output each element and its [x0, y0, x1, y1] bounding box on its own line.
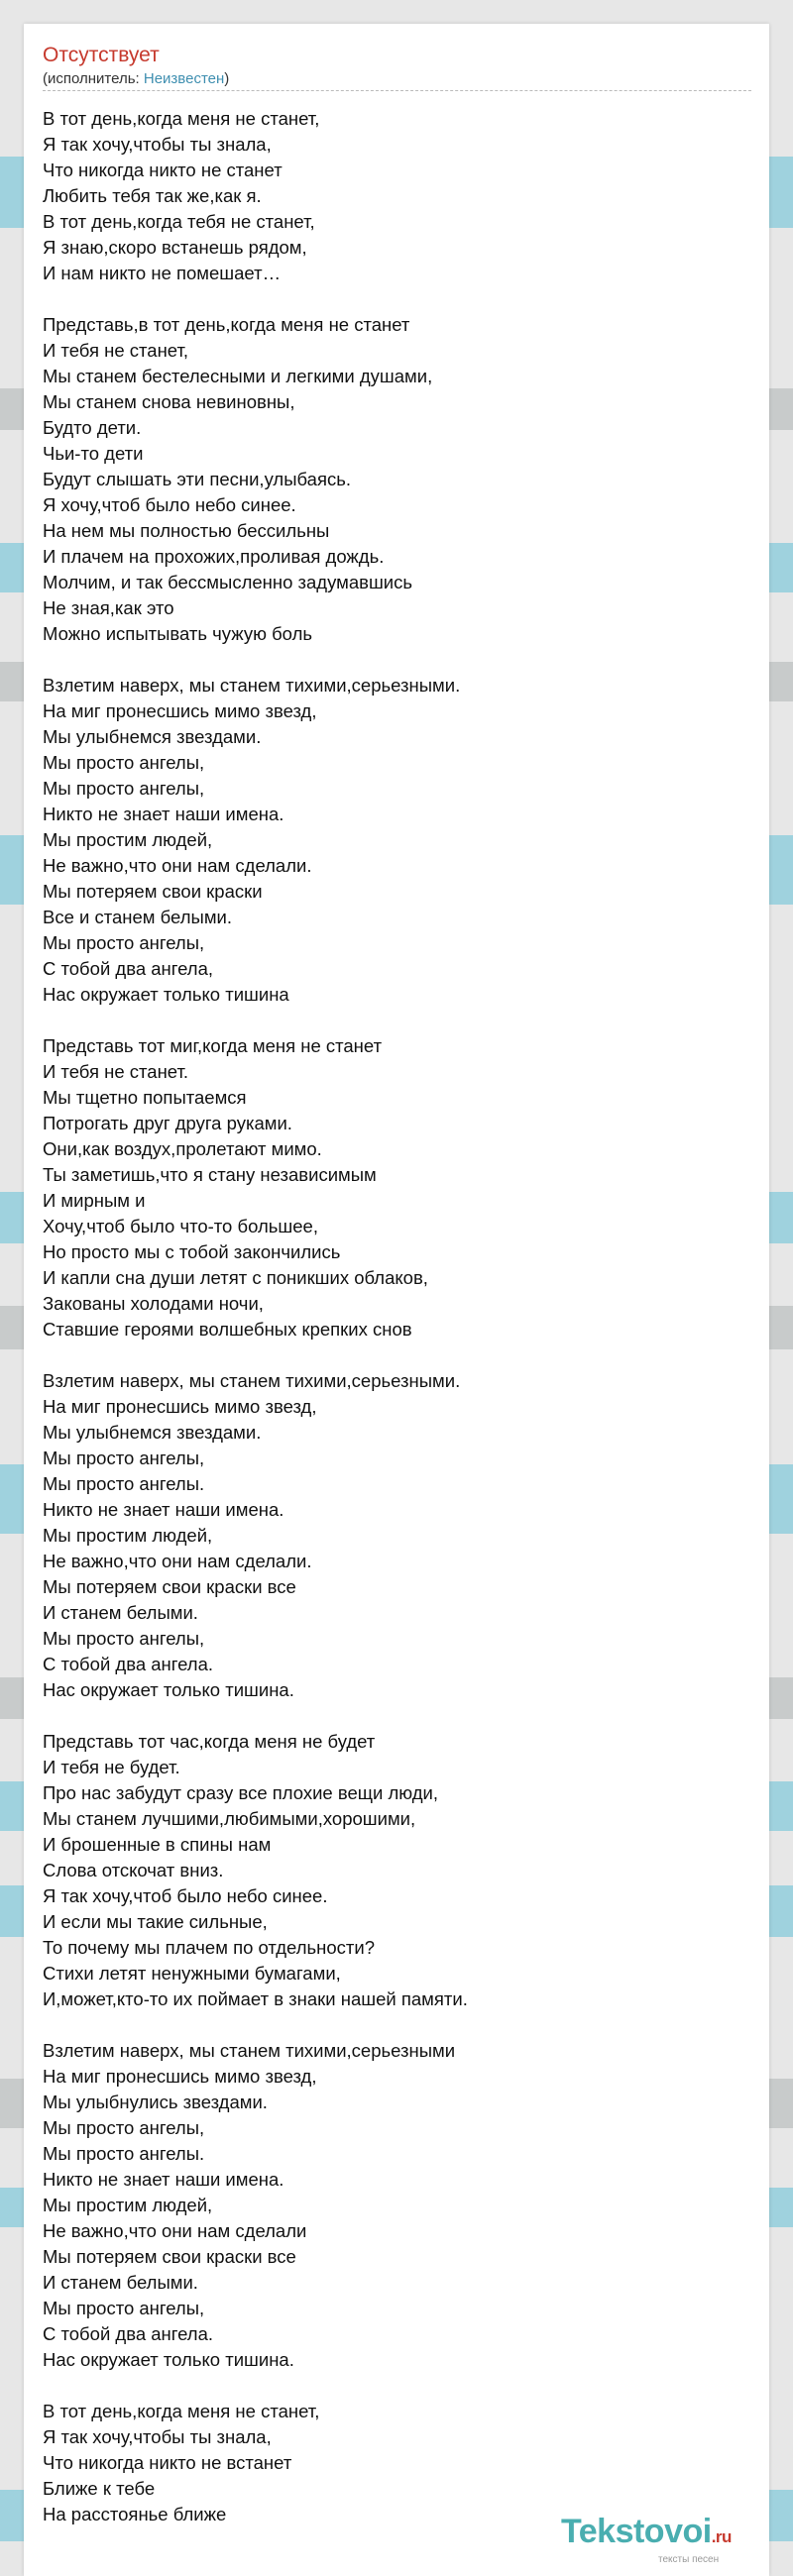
lyric-line: Что никогда никто не встанет — [43, 2452, 292, 2473]
lyric-line: Представь тот час,когда меня не будет — [43, 1731, 376, 1752]
lyric-line: И плачем на прохожих,проливая дождь. — [43, 546, 385, 567]
lyric-line: Молчим, и так бессмысленно задумавшись — [43, 572, 413, 592]
artist-prefix: (исполнитель: — [43, 70, 144, 87]
lyric-line: Не зная,как это — [43, 597, 174, 618]
lyric-line: На миг пронесшись мимо звезд, — [43, 2066, 317, 2087]
lyric-line: Мы просто ангелы, — [43, 932, 205, 953]
lyrics-text — [43, 106, 751, 2553]
lyric-line: Ставшие героями волшебных крепких снов — [43, 1319, 412, 1340]
lyric-line: Мы просто ангелы. — [43, 2143, 205, 2164]
lyric-line: Ты заметишь,что я стану независимым — [43, 1164, 377, 1185]
lyric-line: На миг пронесшись мимо звезд, — [43, 1396, 317, 1417]
lyric-line: Мы улыбнемся звездами. — [43, 726, 262, 747]
lyric-line: Мы станем лучшими,любимыми,хорошими, — [43, 1808, 416, 1829]
lyric-line: И тебя не будет. — [43, 1757, 180, 1777]
lyric-line: Мы потеряем свои краски все — [43, 1576, 296, 1597]
lyric-line: Будут слышать эти песни,улыбаясь. — [43, 469, 352, 489]
lyric-line: Мы просто ангелы. — [43, 1473, 205, 1494]
lyric-line: Будто дети. — [43, 417, 142, 438]
lyric-line: С тобой два ангела, — [43, 958, 214, 979]
lyric-line: Мы просто ангелы, — [43, 1448, 205, 1468]
stanza — [43, 2038, 751, 2373]
logo-tld: .ru — [711, 2527, 732, 2546]
lyric-line: Мы станем снова невиновны, — [43, 391, 295, 412]
lyric-line: Мы потеряем свои краски — [43, 881, 263, 902]
lyric-line: И станем белыми. — [43, 2272, 198, 2293]
lyric-line: Мы улыбнулись звездами. — [43, 2092, 268, 2112]
lyric-line: С тобой два ангела. — [43, 1654, 214, 1674]
lyric-line: Я так хочу,чтоб было небо синее. — [43, 1885, 328, 1906]
artist-link[interactable]: Неизвестен — [143, 70, 225, 87]
lyric-line: Хочу,чтоб было что-то большее, — [43, 1216, 318, 1236]
lyric-line: И тебя не станет, — [43, 340, 189, 361]
logo-tagline: тексты песен — [658, 2554, 720, 2565]
lyric-line: Представь,в тот день,когда меня не станет — [43, 314, 410, 335]
lyric-line: На нем мы полностью бессильны — [43, 520, 330, 541]
lyric-line: Нас окружает только тишина. — [43, 1679, 294, 1700]
lyric-line: То почему мы плачем по отдельности? — [43, 1937, 376, 1958]
lyric-line: Мы просто ангелы, — [43, 1628, 205, 1649]
lyric-line: Никто не знает наши имена. — [43, 804, 284, 824]
lyric-line: Не важно,что они нам сделали. — [43, 1551, 312, 1571]
lyric-line: В тот день,когда тебя не станет, — [43, 211, 315, 232]
lyric-line: И мирным и — [43, 1190, 146, 1211]
lyric-line: Мы потеряем свои краски все — [43, 2246, 296, 2267]
song-title: Отсутствует — [43, 44, 160, 66]
stanza — [43, 1033, 751, 1342]
lyric-line: Можно испытывать чужую боль — [43, 623, 312, 644]
lyric-line: Мы простим людей, — [43, 2195, 213, 2215]
lyric-line: И если мы такие сильные, — [43, 1911, 268, 1932]
lyric-line: Нас окружает только тишина. — [43, 2349, 294, 2370]
lyric-line: Взлетим наверх, мы станем тихими,серьезными — [43, 2040, 456, 2061]
logo-wordmark — [561, 2513, 732, 2551]
lyric-line: И нам никто не помешает… — [43, 263, 282, 283]
lyric-line: И брошенные в спины нам — [43, 1834, 272, 1855]
stanza — [43, 1729, 751, 2012]
lyric-line: Мы станем бестелесными и легкими душами, — [43, 366, 433, 386]
stanza — [43, 1368, 751, 1703]
lyric-line: Но просто мы с тобой закончились — [43, 1241, 341, 1262]
lyric-line: Мы просто ангелы, — [43, 752, 205, 773]
lyric-line: Я так хочу,чтобы ты знала, — [43, 134, 272, 155]
lyric-line: Ближе к тебе — [43, 2478, 156, 2499]
stanza — [43, 312, 751, 647]
lyric-line: Любить тебя так же,как я. — [43, 185, 262, 206]
lyric-line: И,может,кто-то их поймает в знаки нашей памяти. — [43, 1988, 468, 2009]
lyric-line: Мы простим людей, — [43, 829, 213, 850]
lyric-line: В тот день,когда меня не станет, — [43, 2401, 320, 2421]
lyric-line: Что никогда никто не станет — [43, 160, 283, 180]
lyric-line: Никто не знает наши имена. — [43, 1499, 284, 1520]
lyric-line: Нас окружает только тишина — [43, 984, 289, 1005]
lyric-line: Закованы холодами ночи, — [43, 1293, 264, 1314]
lyric-line: И тебя не станет. — [43, 1061, 189, 1082]
title-divider — [43, 90, 751, 91]
artist-line — [43, 70, 229, 87]
lyric-line: Я так хочу,чтобы ты знала, — [43, 2426, 272, 2447]
lyric-line: На расстоянье ближе — [43, 2504, 227, 2524]
lyric-line: Не важно,что они нам сделали — [43, 2220, 307, 2241]
stanza — [43, 673, 751, 1008]
lyric-line: Мы просто ангелы, — [43, 2298, 205, 2318]
lyric-line: Мы просто ангелы, — [43, 2117, 205, 2138]
lyric-line: В тот день,когда меня не станет, — [43, 108, 320, 129]
lyric-line: Потрогать друг друга руками. — [43, 1113, 292, 1133]
lyric-line: И станем белыми. — [43, 1602, 198, 1623]
artist-suffix: ) — [224, 70, 230, 87]
lyric-line: Мы просто ангелы, — [43, 778, 205, 799]
lyric-line: С тобой два ангела. — [43, 2323, 214, 2344]
lyric-line: Я знаю,скоро встанешь рядом, — [43, 237, 307, 258]
lyric-line: Чьи-то дети — [43, 443, 144, 464]
lyric-line: Мы улыбнемся звездами. — [43, 1422, 262, 1443]
lyric-line: Про нас забудут сразу все плохие вещи люди, — [43, 1782, 438, 1803]
stanza — [43, 2399, 751, 2527]
lyric-line: Они,как воздух,пролетают мимо. — [43, 1138, 322, 1159]
lyric-line: Я хочу,чтоб было небо синее. — [43, 494, 296, 515]
logo-main-text: Tekstovoi — [561, 2513, 712, 2550]
lyric-line: Стихи летят ненужными бумагами, — [43, 1963, 341, 1984]
stanza — [43, 106, 751, 286]
lyric-line: На миг пронесшись мимо звезд, — [43, 700, 317, 721]
lyric-line: Представь тот миг,когда меня не станет — [43, 1035, 383, 1056]
site-logo[interactable] — [561, 2513, 769, 2565]
lyric-line: Не важно,что они нам сделали. — [43, 855, 312, 876]
lyric-line: Никто не знает наши имена. — [43, 2169, 284, 2190]
lyric-line: Слова отскочат вниз. — [43, 1860, 224, 1880]
lyric-line: Мы простим людей, — [43, 1525, 213, 1546]
lyric-line: И капли сна души летят с поникших облаков, — [43, 1267, 428, 1288]
lyric-line: Взлетим наверх, мы станем тихими,серьезными. — [43, 1370, 461, 1391]
lyric-line: Все и станем белыми. — [43, 907, 233, 927]
lyric-line: Мы тщетно попытаемся — [43, 1087, 247, 1108]
lyric-line: Взлетим наверх, мы станем тихими,серьезными. — [43, 675, 461, 696]
